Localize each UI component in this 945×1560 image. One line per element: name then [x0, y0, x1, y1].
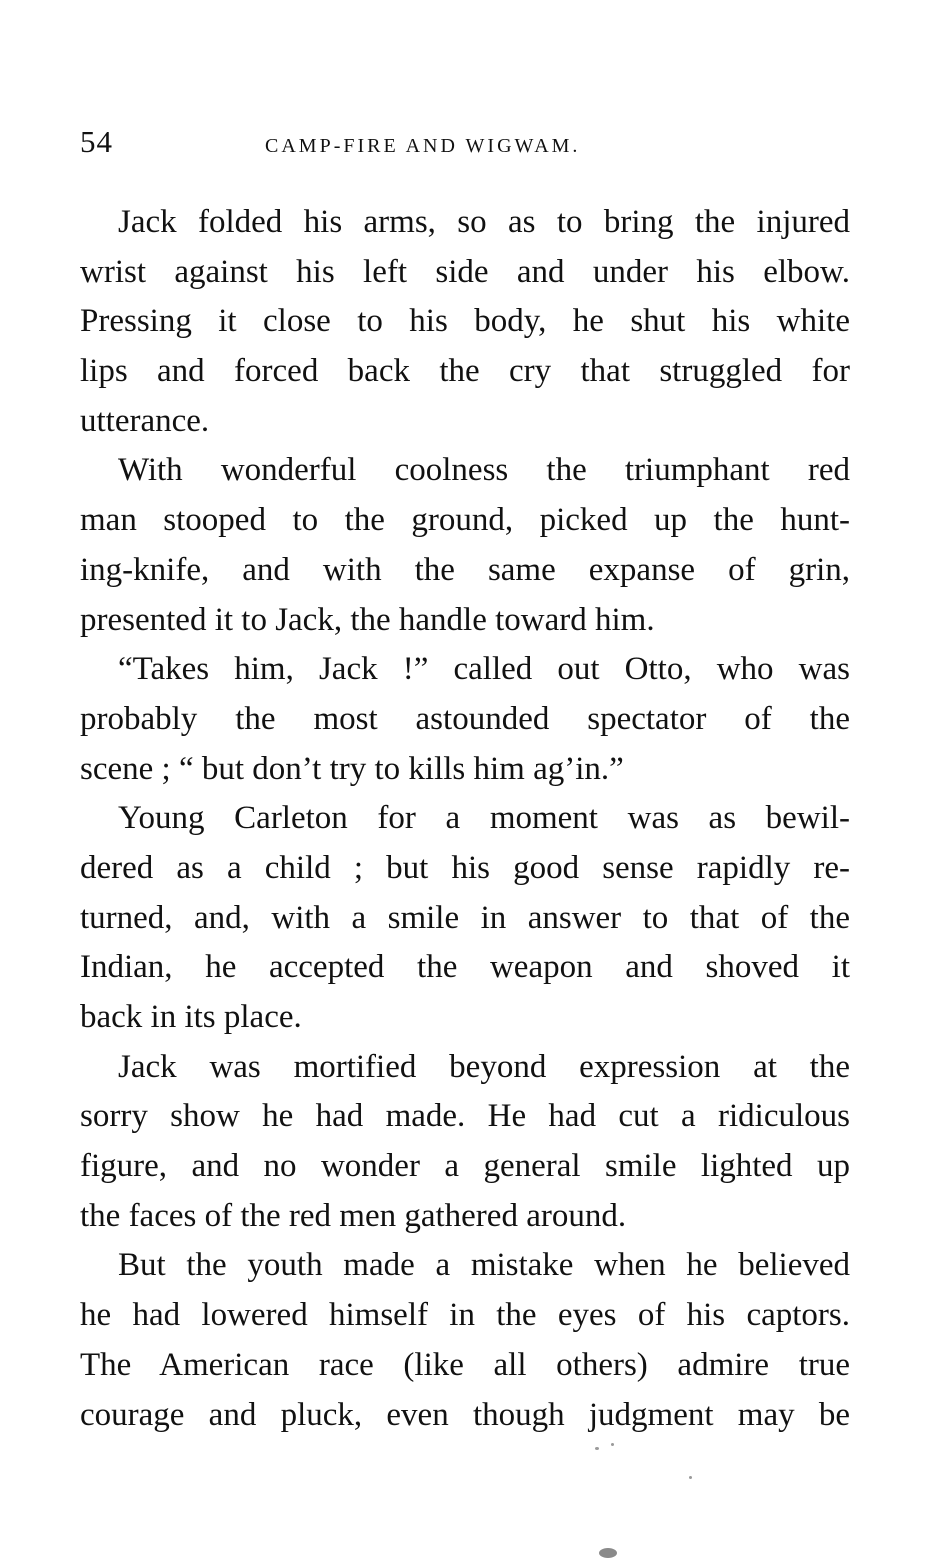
- print-speck: [599, 1548, 617, 1558]
- text-line: probably the most astounded spectator of the: [80, 700, 850, 737]
- text-line: turned, and, with a smile in answer to that of the: [80, 899, 850, 936]
- text-line: Pressing it close to his body, he shut his white: [80, 303, 850, 340]
- text-line: dered as a child ; but his good sense rapidly re-: [80, 849, 850, 886]
- text-line: Jack was mortified beyond expression at the: [118, 1048, 850, 1085]
- page-header: [80, 122, 850, 162]
- text-line: “Takes him, Jack !” called out Otto, who was: [118, 651, 850, 688]
- paragraph: [80, 794, 850, 1042]
- text-line: utterance.: [80, 402, 210, 439]
- text-line: The American race (like all others) admire true: [80, 1346, 850, 1383]
- text-line: lips and forced back the cry that struggled for: [80, 353, 850, 390]
- print-speck: [689, 1476, 692, 1479]
- page-number: 54: [80, 124, 113, 159]
- text-line: the faces of the red men gathered around.: [80, 1197, 627, 1234]
- text-line: Young Carleton for a moment was as bewil-: [118, 800, 850, 837]
- text-line: scene ; “ but don’t try to kills him ag’in.”: [80, 750, 624, 787]
- text-line: But the youth made a mistake when he believed: [118, 1247, 850, 1284]
- print-speck: [611, 1443, 614, 1446]
- text-line: courage and pluck, even though judgment may be: [80, 1396, 850, 1433]
- paragraph: [80, 446, 850, 645]
- text-line: wrist against his left side and under his elbow.: [80, 253, 850, 290]
- body-text: [80, 198, 850, 1440]
- paragraph: [80, 198, 850, 446]
- paragraph: [80, 645, 850, 794]
- paragraph: [80, 1241, 850, 1440]
- text-line: presented it to Jack, the handle toward him.: [80, 601, 655, 638]
- text-line: sorry show he had made. He had cut a ridiculous: [80, 1098, 850, 1135]
- print-speck: [595, 1447, 599, 1450]
- text-line: he had lowered himself in the eyes of his captors.: [80, 1297, 850, 1334]
- text-line: back in its place.: [80, 999, 302, 1035]
- text-line: ing-knife, and with the same expanse of grin,: [80, 551, 850, 588]
- text-line: With wonderful coolness the triumphant red: [118, 452, 850, 489]
- paragraph: [80, 1043, 850, 1242]
- running-title: CAMP-FIRE AND WIGWAM.: [265, 135, 581, 157]
- text-line: man stooped to the ground, picked up the hunt-: [80, 502, 850, 539]
- text-line: Indian, he accepted the weapon and shoved it: [80, 949, 850, 986]
- text-line: Jack folded his arms, so as to bring the injured: [118, 204, 850, 240]
- text-line: figure, and no wonder a general smile lighted up: [80, 1148, 850, 1185]
